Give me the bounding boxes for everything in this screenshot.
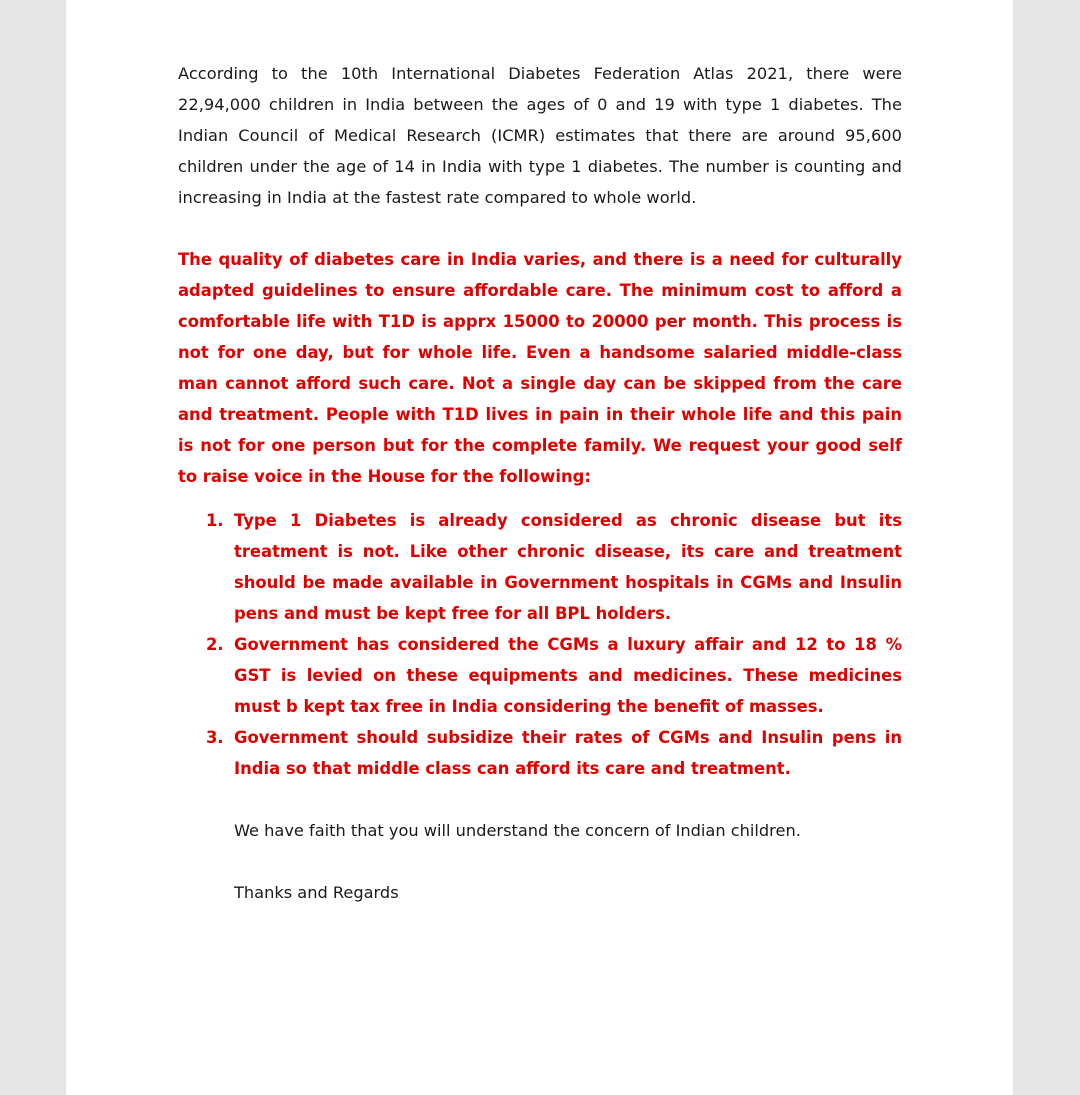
intro-paragraph: According to the 10th International Diabetes Federation Atlas 2021, there were 22,94,000 children in India between the ages of 0 and 19 with type 1 diabetes. The Indian Council of Medical Research (ICMR) estimates that there are around 95,600 children under the age of 14 in India with type 1 diabetes. The number is counting and increasing in India at the fastest rate compared to whole world. <box>178 64 902 207</box>
closing-line: We have faith that you will understand the concern of Indian children. <box>234 821 801 840</box>
letter-body <box>178 58 902 908</box>
request-list <box>178 505 902 784</box>
list-item-number: 1. <box>206 511 224 530</box>
list-item-text: Government has considered the CGMs a luxury affair and 12 to 18 % GST is levied on these equipments and medicines. These medicines must b kept tax free in India considering the benefit of masses. <box>234 635 902 716</box>
sign-off: Thanks and Regards <box>234 883 399 902</box>
document-page <box>66 0 1013 1095</box>
list-item-number: 3. <box>206 728 224 747</box>
list-item <box>178 505 902 629</box>
list-item-number: 2. <box>206 635 224 654</box>
list-item-text: Type 1 Diabetes is already considered as chronic disease but its treatment is not. Like other chronic disease, its care and treatment should be made available in Government hospitals in CGMs and Insulin pens and must be kept free for all BPL holders. <box>234 511 902 623</box>
list-item <box>178 722 902 784</box>
list-item-text: Government should subsidize their rates of CGMs and Insulin pens in India so that middle class can afford its care and treatment. <box>234 728 902 778</box>
list-item <box>178 629 902 722</box>
appeal-paragraph: The quality of diabetes care in India varies, and there is a need for culturally adapted guidelines to ensure affordable care. The minimum cost to afford a comfortable life with T1D is apprx 15000 to 20000 per month. This process is not for one day, but for whole life. Even a handsome salaried middle-class man cannot afford such care. Not a single day can be skipped from the care and treatment. People with T1D lives in pain in their whole life and this pain is not for one person but for the complete family. We request your good self to raise voice in the House for the following: <box>178 250 902 486</box>
